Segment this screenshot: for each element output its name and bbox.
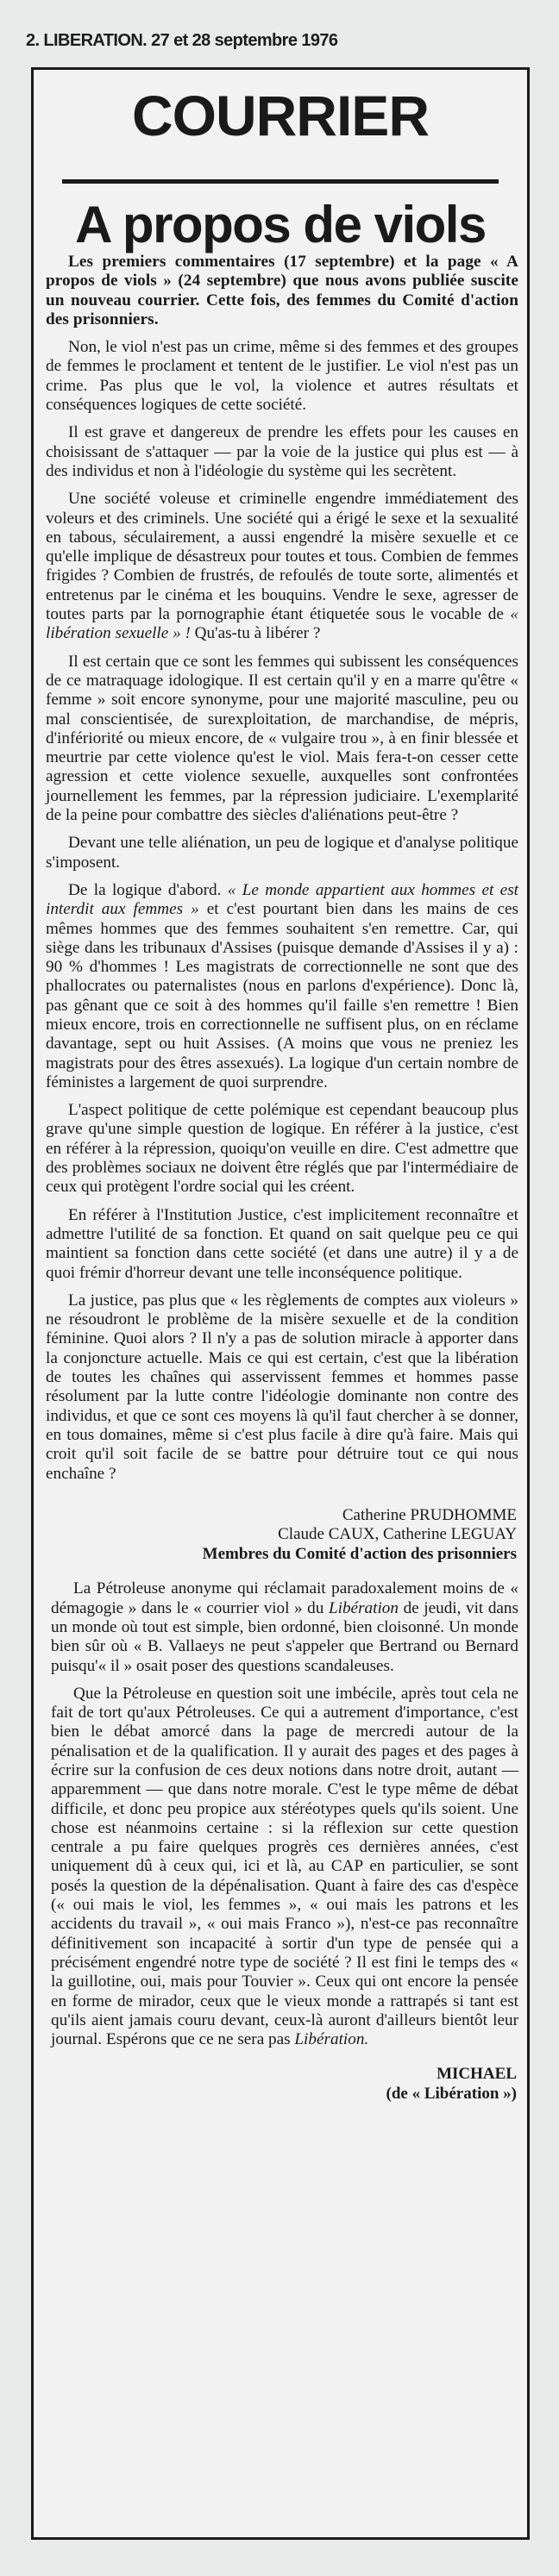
text-run: L'aspect politique de cette polémique est cependant beaucoup plus grave qu'une simple question de logique. En référer à la justice, c'est en référer à la répression, quoiqu'on veuille en dire. C'est admettre que des problèmes sociaux ne doivent être réglés que par l'intermédiaire de ceux qui protègent l'ordre social qui les créent. xyxy=(46,1101,518,1197)
paragraph xyxy=(46,881,518,1092)
text-run: Les premiers commentaires (17 septembre) et la page « A propos de viols » (24 septembre) que nous avons publiée suscite un nouveau courrier. Cette fois, des femmes du Comité d'action des prisonniers. xyxy=(46,253,518,328)
text-run: Il est grave et dangereux de prendre les effets pour les causes en choisissant de s'attaquer — par la voie de la justice qui plus est — à des individus et non à l'idéologie du système qui les secrètent. xyxy=(46,423,518,480)
paragraph xyxy=(46,253,518,329)
text-run: de jeudi, vit dans un monde où tout est simple, bien ordonné, bien cloisonné. Un monde bien sûr où « B. Vallaeys ne peut s'appeler que Bertrand ou Bernard puisqu'« il » osait poser des questions scandaleuses. xyxy=(51,1598,518,1675)
text-run: Que la Pétroleuse en question soit une imbécile, après tout cela ne fait de tort qu'aux Pétroleuses. Ce qui a autrement d'importance, c'est bien le débat amorcé dans la page de mercredi autour de la pénalisation et de la qualification. Il y aurait des pages et des pages à écrire sur la confusion de ces deux notions dans notre droit, autant — apparemment — que dans notre morale. C'est le type même de débat difficile, et donc peu propice aux stéréotypes quels qu'ils soient. Une chose est néanmoins certaine : si la réflexion sur cette question centrale a pu faire quelques progrès ces dernières années, c'est uniquement dû à ceux qui, ici et là, au CAP en particulier, se sont posés la question de la dépénalisation. Quant à faire des cas d'espèce (« oui mais le viol, les femmes », « oui mais les patrons et les accidents du travail », « oui mais Franco »), n'est-ce pas reconnaître définitivement son incapacité à sortir d'un type de pensée qui a précisément engendré notre type de société ? Il est fini le temps des « la guillotine, oui, mais pour Touvier ». Ceux qui ont encore la pensée en forme de mirador, ceux que le vieux monde a rattrapés si tant est qu'ils aient jamais couru devant, ceux-là auront d'ailleurs bientôt leur journal. Espérons que ce ne sera pas xyxy=(51,1684,518,2049)
signature-2 xyxy=(46,2065,517,2104)
paragraph xyxy=(46,338,518,415)
paragraph xyxy=(51,1685,518,2050)
paragraph xyxy=(46,1291,518,1484)
italic-text: Libération. xyxy=(294,2030,369,2049)
paragraph xyxy=(51,1579,518,1675)
text-run: La justice, pas plus que « les règlements de comptes aux violeurs » ne résoudront le problème de la misère sexuelle et de la condition féminine. Quoi alors ? Il n'y a pas de solution miracle à apporter dans la conjoncture actuelle. Mais ce qui est certain, c'est que la libération de toutes les chaînes qui asservissent femmes et hommes passe résolument par la lutte contre l'idéologie dominante non contre des individus, et que ce sont ces moyens là qu'il faut chercher à se donner, en tous domaines, même si c'est plus facile à dire qu'à faire. Mais qui croit qu'il soit facile de se battre pour détruire tout ce qui nous enchaîne ? xyxy=(46,1291,518,1483)
text-run: En référer à l'Institution Justice, c'est implicitement reconnaître et admettre l'utilité de sa fonction. Et quand on sait quelque peu ce qui maintient sa fonction dans cette société (et dans une autre) il y a de quoi frémir d'horreur devant une telle inconséquence politique. xyxy=(46,1205,518,1282)
signature-line: Catherine PRUDHOMME xyxy=(342,1505,517,1524)
signature-name: MICHAEL xyxy=(437,2065,517,2084)
signature-affiliation: (de « Libération ») xyxy=(386,2084,517,2103)
paragraph xyxy=(46,834,518,872)
divider xyxy=(62,179,499,184)
signature-1 xyxy=(46,1506,517,1565)
paragraph xyxy=(46,653,518,826)
article-body xyxy=(46,253,518,2104)
signature-line: Claude CAUX, Catherine LEGUAY xyxy=(278,1525,517,1544)
text-run: Il est certain que ce sont les femmes qui subissent les conséquences de ce matraquage idologique. Il est certain qu'il y en a marre qu'être « femme » soit encore synonyme, pour une majorité masculine, peu ou mal conscientisée, de surexploitation, de marchandise, de mépris, d'infériorité ou mieux encore, de « vulgaire trou », à en finir blessée et meurtrie par cette violence qu'est le viol. Mais fera-t-on cesser cette agression et cette violence sexuelle, auxquelles sont confrontées journellement les femmes, par la répression judiciaire. L'exemplarité de la peine pour combattre des siècles d'aliénations peut-être ? xyxy=(46,652,518,825)
paragraph xyxy=(46,1206,518,1283)
text-run: De la logique d'abord. xyxy=(68,880,228,899)
italic-text: « libération sexuelle » ! xyxy=(46,605,518,643)
text-run: et c'est pourtant bien dans les mains de ces mêmes hommes que des femmes souhaitent s'en remettre. Car, qui siège dans les tribunaux d'Assises (puisque demande d'Assises il y a) : 90 % d'hommes ! Les magistrats de correctionnelle ne sont que des phallocrates ou paternalistes (nous en parlons d'expérience). Donc là, pas gênant que ce soit à des hommes qu'il faille s'en remettre ! Bien mieux encore, trois en correctionnelle ne suffisent plus, on en réclame davantage, sept ou huit Assises. (A moins que vous ne preniez les magistrats pour des êtres assexués). La logique d'un certain nombre de féministes a largement de quoi surprendre. xyxy=(46,900,519,1091)
paragraph xyxy=(46,1101,518,1197)
text-run: Qu'as-tu à libérer ? xyxy=(190,624,321,643)
italic-text: Libération xyxy=(328,1598,399,1617)
text-run: Non, le viol n'est pas un crime, même si des femmes et des groupes de femmes le proclament et tentent de le justifier. Le viol n'est pas un crime. Pas plus que le vol, la violence et autres résultats et conséquences logiques de cette société. xyxy=(46,338,518,415)
text-run: Une société voleuse et criminelle engendre immédiatement des voleurs et des criminels. Une société qui a érigé le sexe et la sexualité en tabous, séculairement, a aussi engendré la misère sexuelle et ce qu'elle implique de désastreux pour toutes et tous. Combien de femmes frigides ? Combien de frustrés, de refoulés de toute sorte, alimentés et entretenus par le cinéma et les bouquins. Vendre le sexe, agresser de toutes parts par la pornographie étant étiquetée sous le vocable de xyxy=(46,490,518,624)
masthead-dateline: 2. LIBERATION. 27 et 28 septembre 1976 xyxy=(26,31,338,50)
letter-1 xyxy=(46,338,518,1484)
letter-2 xyxy=(46,1579,518,2049)
signature-affiliation: Membres du Comité d'action des prisonniers xyxy=(202,1544,517,1563)
section-title: COURRIER xyxy=(131,84,429,147)
article-box xyxy=(31,67,530,2540)
text-run: Devant une telle aliénation, un peu de logique et d'analyse politique s'imposent. xyxy=(46,834,518,872)
italic-text: « Le monde appartient aux hommes et est interdit aux femmes » xyxy=(46,880,518,919)
text-run: La Pétroleuse anonyme qui réclamait paradoxalement moins de « démagogie » dans le « courrier viol » du xyxy=(51,1579,518,1617)
paragraph xyxy=(46,490,518,643)
headline: A propos de viols xyxy=(75,196,486,253)
paragraph xyxy=(46,423,518,481)
editor-intro xyxy=(46,253,518,329)
